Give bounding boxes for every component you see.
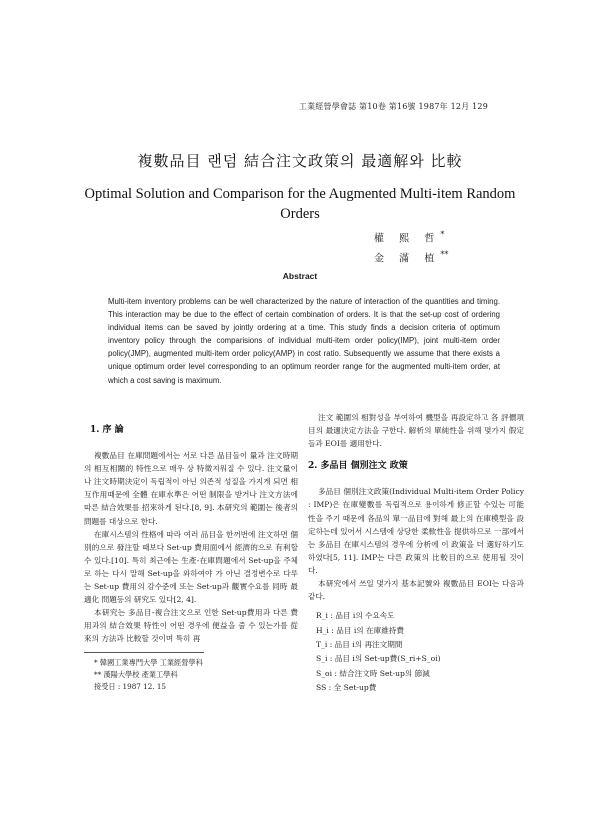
author-2 — [374, 247, 448, 267]
paragraph: 注文 範圍의 相對성을 부여하여 機型을 再設定하고 各 評價項目의 最適決定方法을 구한다. 解析의 單純性을 위해 몇가지 假定들과 EOI를 適用한다. — [308, 413, 524, 449]
notation-item: SS : 全 Set-up費 — [316, 683, 377, 693]
paragraph: 本研究는 多品目-複合注文으로 인한 Set-up費用과 다른 費用과의 結合效果 特性이 어떤 경우에 便益을 줄 수 있는가를 從來의 方法과 比較할 것이며 특히 再 — [84, 608, 298, 644]
affiliation-mark: ** — [440, 250, 449, 260]
paragraph: 本研究에서 쓰일 몇가지 基本記號와 複數品目 EOI는 다음과 같다. — [308, 579, 524, 602]
author-name: 金 滿 植 — [374, 253, 441, 265]
right-column — [308, 411, 524, 696]
paragraph: 多品目 個別注文政策(Individual Multi-item Order Policy : IMP)은 在庫變數를 독립적으로 용이하게 修正할 수있는 可能性을 주기 때문에 各品의 單一品目에 對해 最上의 在庫模型을 設定하는데 있어서 시스템에 상당한 柔軟性을 提供하므로 一部에서는 多品目 在庫시스템의 경우에 分析에 이 政策을 더 選好하기도 하였다[5, 11]. IMP는 다른 政策의 比較目的으로 使用될 것이다. — [308, 487, 524, 575]
section-heading-imp: 2. 多品目 個別注文 政策 — [308, 461, 408, 472]
author-name: 權 熙 哲 — [374, 233, 441, 245]
paragraph: 在庫시스템의 性格에 따라 여러 品目을 한꺼번에 注文하면 個別的으로 發注할 때보다 Set-up 費用面에서 經濟的으로 有利할 수 있다.[10]. 특히 최근에는 生產-在庫問題에서 Set-up을 주체로 하는 다시 말해 Set-up을 와하여야 가 아닌 결정변수로 다루는 Set-up 費用의 감수준에 또는 Set-up과 觀實수요를 同時 最適化 問題등의 研究도 있다[2, 4]. — [84, 529, 298, 605]
notation-item: H_i : 品目 i의 在庫維持費 — [316, 625, 404, 635]
notation-list — [308, 609, 524, 695]
left-column — [84, 424, 298, 693]
author-list — [374, 227, 448, 268]
received-date: 接受日 : 1987 12. 15 — [94, 681, 166, 691]
abstract-heading: Abstract — [282, 271, 318, 281]
affiliation-mark: * — [440, 230, 445, 239]
author-1 — [374, 227, 448, 247]
section-heading-introduction: 1. 序 論 — [90, 425, 124, 435]
korean-title: 複數品目 랜덤 結合注文政策의 最適解와 比較 — [137, 152, 463, 170]
footnote-divider — [84, 652, 204, 653]
english-title: Optimal Solution and Comparison for the Augmented Multi-item Random Orders — [84, 186, 516, 222]
footnote: * 韓國工業專門大學 工業經營學科 — [94, 657, 203, 667]
notation-item: T_i : 品目 i의 再注文期間 — [316, 640, 403, 650]
notation-item: S_i : 品目 i의 Set-up費(S_ri+S_oi) — [316, 654, 441, 664]
paragraph: 複數品目 在庫問題에서는 서로 다른 品目들이 量과 注文時期의 相互相關的 特性으로 매우 상 特徵지워질 수 있다. 注文量이나 注文時期決定이 독립적이 아닌 의존적 성질을 가지게 되면 相互作用때문에 全體 在庫水準은 어떤 制限을 받거나 注文方法에 따른 結合效果를 招來하게 된다.[8, 9]. 本研究의 範圍는 後者의 問題를 대상으로 한다. — [84, 451, 298, 526]
abstract-body: Multi-item inventory problems can be well characterized by the nature of interaction of the quantities and timing. This interaction may be due to the effect of certain combination of orders. It is that the set-up cost of ordering individual items can be saved by jointly ordering at a time. This study finds a decision criteria of optimum inventory policy through the comparisions of individual multi-item order policy(IMP), joint multi-item order policy(JMP), augmented multi-item order policy(AMP) in cost ratio. Subsequently we assume that there exists a unique optimum order level corresponding to an optimum reorder range for the augmented multi-item order, at which a cost saving is maximum. — [108, 297, 500, 385]
notation-item: S_oi : 結合注文時 Set-up의 節減 — [316, 668, 430, 678]
running-header: 工業經營學會誌 第10卷 第16號 1987年 12月 129 — [298, 102, 488, 111]
notation-item: R_i : 品目 i의 수요속도 — [316, 611, 395, 621]
footnote: ** 漢陽大學校 產業工學科 — [94, 669, 178, 679]
